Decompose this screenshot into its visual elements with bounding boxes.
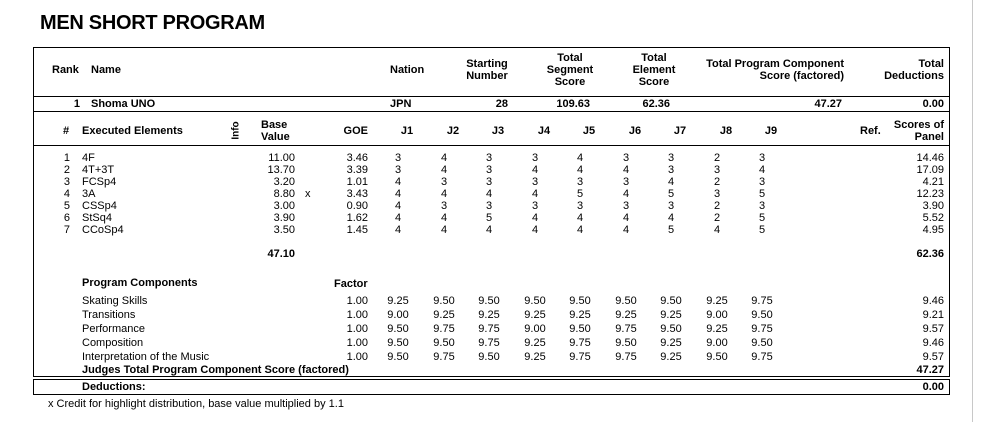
judge-score: 3 xyxy=(576,200,584,212)
elements-header-executed: Executed Elements xyxy=(82,125,183,137)
program-components-label: Program Components xyxy=(82,277,198,289)
judge-score: 5 xyxy=(758,224,766,236)
judge-score: 4 xyxy=(531,212,539,224)
header-total-element-score xyxy=(622,52,686,88)
element-goe: 1.45 xyxy=(346,224,368,236)
header-starting-number-line1: Starting xyxy=(466,58,508,70)
element-base-value: 11.00 xyxy=(268,152,295,164)
component-name: Transitions xyxy=(82,309,136,321)
judge-component-score: 9.75 xyxy=(615,351,637,363)
judge-component-score: 9.50 xyxy=(615,337,637,349)
window-edge xyxy=(972,0,973,422)
footnote: x Credit for highlight distribution, base value multiplied by 1.1 xyxy=(48,398,344,410)
component-name: Performance xyxy=(82,323,145,335)
judge-component-score: 9.75 xyxy=(615,323,637,335)
judge-score: 4 xyxy=(667,176,675,188)
judge-score: 2 xyxy=(713,152,721,164)
judge-score: 4 xyxy=(394,200,402,212)
element-goe: 0.90 xyxy=(346,200,368,212)
judge-score: 3 xyxy=(622,152,630,164)
elements-header-num: # xyxy=(63,125,70,137)
judge-score: 4 xyxy=(531,164,539,176)
judge-component-score: 9.50 xyxy=(569,295,591,307)
element-panel-score: 4.95 xyxy=(922,224,944,236)
judge-component-score: 9.50 xyxy=(615,295,637,307)
judge-component-score: 9.00 xyxy=(706,309,728,321)
element-base-value: 8.80 xyxy=(273,188,295,200)
element-name: 4T+3T xyxy=(82,164,115,176)
element-panel-score: 3.90 xyxy=(922,200,944,212)
judge-component-score: 9.25 xyxy=(660,309,682,321)
header-tes-line1: Total xyxy=(641,52,667,64)
judge-component-score: 9.50 xyxy=(478,295,500,307)
elements-header-info: Info xyxy=(230,121,242,140)
skater-total-element-score: 62.36 xyxy=(642,98,670,110)
judge-score: 4 xyxy=(394,188,402,200)
judge-score: 4 xyxy=(440,212,448,224)
judge-component-score: 9.25 xyxy=(433,309,455,321)
judge-component-score: 9.25 xyxy=(660,337,682,349)
judge-score: 4 xyxy=(531,188,539,200)
judge-component-score: 9.25 xyxy=(706,323,728,335)
header-tpc-line1: Total Program Component xyxy=(706,58,844,70)
judge-score: 3 xyxy=(622,176,630,188)
page-title: MEN SHORT PROGRAM xyxy=(40,12,265,34)
judge-score: 4 xyxy=(440,188,448,200)
judge-score: 4 xyxy=(758,164,766,176)
judge-header: J5 xyxy=(582,125,596,137)
judge-score: 5 xyxy=(667,224,675,236)
element-number: 4 xyxy=(63,188,70,200)
judge-component-score: 9.50 xyxy=(751,309,773,321)
judge-header: J2 xyxy=(446,125,460,137)
header-tss-line2: Segment xyxy=(546,64,594,76)
judge-component-score: 9.00 xyxy=(524,323,546,335)
elements-header-sop-line1: Scores of xyxy=(893,119,944,131)
judge-component-score: 9.25 xyxy=(387,295,409,307)
element-name: CCoSp4 xyxy=(82,224,124,236)
judge-component-score: 9.50 xyxy=(433,337,455,349)
judge-score: 4 xyxy=(622,164,630,176)
judge-score: 5 xyxy=(576,188,584,200)
judge-score: 5 xyxy=(758,212,766,224)
component-panel-score: 9.57 xyxy=(922,323,944,335)
element-number: 3 xyxy=(63,176,70,188)
element-panel-score: 5.52 xyxy=(922,212,944,224)
deductions-frame xyxy=(33,379,950,395)
judge-component-score: 9.00 xyxy=(387,309,409,321)
judge-header: J9 xyxy=(764,125,778,137)
component-panel-score: 9.46 xyxy=(922,295,944,307)
component-name: Composition xyxy=(82,337,144,349)
element-panel-score: 12.23 xyxy=(916,188,944,200)
header-tes-line2: Element xyxy=(632,64,676,76)
judge-score: 3 xyxy=(667,200,675,212)
judge-component-score: 9.50 xyxy=(660,295,682,307)
judge-score: 3 xyxy=(531,200,539,212)
judge-component-score: 9.75 xyxy=(478,323,500,335)
element-name: 4F xyxy=(82,152,95,164)
header-total-program-component xyxy=(690,58,844,82)
header-td-line1: Total xyxy=(918,58,944,70)
element-goe: 1.01 xyxy=(346,176,368,188)
judge-score: 3 xyxy=(713,188,721,200)
element-panel-score: 4.21 xyxy=(922,176,944,188)
judge-score: 4 xyxy=(394,224,402,236)
elements-header-scores-of-panel xyxy=(880,119,944,143)
header-tpc-line2: Score (factored) xyxy=(759,70,844,82)
judge-component-score: 9.25 xyxy=(660,351,682,363)
judge-component-score: 9.50 xyxy=(660,323,682,335)
header-name: Name xyxy=(91,64,121,76)
judge-score: 3 xyxy=(667,152,675,164)
component-panel-score: 9.21 xyxy=(922,309,944,321)
judge-score: 2 xyxy=(713,176,721,188)
element-bonus-flag: x xyxy=(305,188,311,200)
judge-component-score: 9.75 xyxy=(751,351,773,363)
header-total-segment-score xyxy=(538,52,602,88)
element-number: 7 xyxy=(63,224,70,236)
elements-header-base-value xyxy=(261,119,290,143)
element-name: FCSp4 xyxy=(82,176,117,188)
judge-component-score: 9.50 xyxy=(387,351,409,363)
judge-component-score: 9.50 xyxy=(569,323,591,335)
skater-total-program-component: 47.27 xyxy=(814,98,842,110)
element-goe: 3.46 xyxy=(346,152,368,164)
judge-component-score: 9.75 xyxy=(751,323,773,335)
element-name: CSSp4 xyxy=(82,200,117,212)
judge-header: J7 xyxy=(673,125,687,137)
skater-name: Shoma UNO xyxy=(91,98,156,110)
element-goe: 3.39 xyxy=(346,164,368,176)
judge-score: 4 xyxy=(622,188,630,200)
judge-header: J4 xyxy=(537,125,551,137)
judge-header: J6 xyxy=(628,125,642,137)
judge-component-score: 9.75 xyxy=(569,351,591,363)
judge-component-score: 9.50 xyxy=(387,323,409,335)
judge-score: 4 xyxy=(440,164,448,176)
judge-component-score: 9.25 xyxy=(706,295,728,307)
judge-score: 3 xyxy=(622,200,630,212)
element-base-value: 13.70 xyxy=(267,164,295,176)
element-goe: 3.43 xyxy=(346,188,368,200)
skater-total-deductions: 0.00 xyxy=(922,98,944,110)
header-td-line2: Deductions xyxy=(884,70,944,82)
judge-component-score: 9.50 xyxy=(387,337,409,349)
component-panel-score: 9.57 xyxy=(922,351,944,363)
judge-score: 4 xyxy=(576,152,584,164)
judge-score: 4 xyxy=(485,188,493,200)
judge-component-score: 9.75 xyxy=(569,337,591,349)
judge-score: 3 xyxy=(485,200,493,212)
judge-header: J3 xyxy=(491,125,505,137)
judge-score: 4 xyxy=(485,224,493,236)
element-base-value: 3.50 xyxy=(273,224,295,236)
judge-score: 4 xyxy=(394,212,402,224)
judge-score: 4 xyxy=(667,212,675,224)
judges-total-label: Judges Total Program Component Score (factored) xyxy=(82,364,349,376)
judge-score: 3 xyxy=(713,164,721,176)
elements-header-sop-line2: Panel xyxy=(914,131,944,143)
judge-component-score: 9.25 xyxy=(478,309,500,321)
judge-component-score: 9.75 xyxy=(433,351,455,363)
judge-score: 3 xyxy=(667,164,675,176)
judge-score: 3 xyxy=(394,152,402,164)
judge-score: 3 xyxy=(531,176,539,188)
element-base-value: 3.20 xyxy=(273,176,295,188)
summary-divider xyxy=(33,111,950,112)
component-factor: 1.00 xyxy=(346,323,368,335)
judge-score: 2 xyxy=(713,212,721,224)
judge-component-score: 9.75 xyxy=(478,337,500,349)
element-number: 1 xyxy=(63,152,70,164)
judge-score: 4 xyxy=(576,164,584,176)
component-name: Skating Skills xyxy=(82,295,148,307)
judge-score: 4 xyxy=(713,224,721,236)
elements-header-goe: GOE xyxy=(343,125,368,137)
skater-starting-number: 28 xyxy=(495,98,508,110)
judge-component-score: 9.25 xyxy=(524,337,546,349)
judge-score: 3 xyxy=(485,176,493,188)
header-total-deductions xyxy=(870,58,944,82)
judge-score: 4 xyxy=(440,224,448,236)
judge-score: 5 xyxy=(485,212,493,224)
judge-header: J8 xyxy=(719,125,733,137)
element-panel-score: 17.09 xyxy=(916,164,944,176)
judge-score: 3 xyxy=(485,152,493,164)
judge-score: 2 xyxy=(713,200,721,212)
deductions-total: 0.00 xyxy=(922,381,944,393)
elements-header-base-line1: Base xyxy=(261,119,288,131)
judge-component-score: 9.25 xyxy=(524,309,546,321)
judge-component-score: 9.75 xyxy=(751,295,773,307)
judge-component-score: 9.00 xyxy=(706,337,728,349)
judge-score: 4 xyxy=(440,152,448,164)
header-rank: Rank xyxy=(52,64,79,76)
elements-header-ref: Ref. xyxy=(860,125,881,137)
judge-score: 4 xyxy=(576,224,584,236)
base-value-total: 47.10 xyxy=(267,248,295,260)
judge-component-score: 9.50 xyxy=(478,351,500,363)
element-number: 5 xyxy=(63,200,70,212)
judges-total-value: 47.27 xyxy=(916,364,944,376)
header-starting-number-line2: Number xyxy=(466,70,508,82)
skater-rank: 1 xyxy=(73,98,80,110)
header-tss-line3: Score xyxy=(554,76,586,88)
judge-score: 3 xyxy=(440,200,448,212)
judge-component-score: 9.50 xyxy=(751,337,773,349)
judge-score: 3 xyxy=(758,200,766,212)
judge-score: 3 xyxy=(758,176,766,188)
skater-total-segment-score: 109.63 xyxy=(556,98,590,110)
element-base-value: 3.00 xyxy=(273,200,295,212)
element-goe: 1.62 xyxy=(346,212,368,224)
element-name: 3A xyxy=(82,188,96,200)
element-panel-score: 14.46 xyxy=(916,152,944,164)
judge-component-score: 9.50 xyxy=(433,295,455,307)
element-base-value: 3.90 xyxy=(273,212,295,224)
header-starting-number xyxy=(458,58,516,82)
component-panel-score: 9.46 xyxy=(922,337,944,349)
component-factor: 1.00 xyxy=(346,295,368,307)
judge-component-score: 9.25 xyxy=(615,309,637,321)
judge-score: 3 xyxy=(758,152,766,164)
judge-component-score: 9.50 xyxy=(706,351,728,363)
elements-header-base-line2: Value xyxy=(261,131,290,143)
header-tes-line3: Score xyxy=(638,76,670,88)
judge-score: 4 xyxy=(622,212,630,224)
component-factor: 1.00 xyxy=(346,337,368,349)
skater-nation: JPN xyxy=(390,98,412,110)
header-tss-line1: Total xyxy=(557,52,583,64)
judge-header: J1 xyxy=(400,125,414,137)
judge-score: 4 xyxy=(394,176,402,188)
judge-score: 3 xyxy=(440,176,448,188)
header-nation: Nation xyxy=(390,64,425,76)
judge-score: 3 xyxy=(394,164,402,176)
elements-header-divider xyxy=(33,145,950,146)
judge-score: 4 xyxy=(622,224,630,236)
judge-component-score: 9.50 xyxy=(524,295,546,307)
judge-score: 3 xyxy=(576,176,584,188)
judge-score: 5 xyxy=(758,188,766,200)
factor-label: Factor xyxy=(334,278,368,290)
judge-component-score: 9.25 xyxy=(524,351,546,363)
judge-component-score: 9.75 xyxy=(433,323,455,335)
judge-score: 3 xyxy=(531,152,539,164)
element-number: 2 xyxy=(63,164,70,176)
judge-score: 4 xyxy=(576,212,584,224)
element-number: 6 xyxy=(63,212,70,224)
deductions-label: Deductions: xyxy=(82,381,146,393)
elements-score-total: 62.36 xyxy=(916,248,944,260)
judge-component-score: 9.25 xyxy=(569,309,591,321)
judge-score: 4 xyxy=(531,224,539,236)
component-name: Interpretation of the Music xyxy=(82,351,210,363)
component-factor: 1.00 xyxy=(346,309,368,321)
judge-score: 3 xyxy=(485,164,493,176)
element-name: StSq4 xyxy=(82,212,112,224)
judge-score: 5 xyxy=(667,188,675,200)
component-factor: 1.00 xyxy=(346,351,368,363)
header-divider xyxy=(33,96,950,97)
